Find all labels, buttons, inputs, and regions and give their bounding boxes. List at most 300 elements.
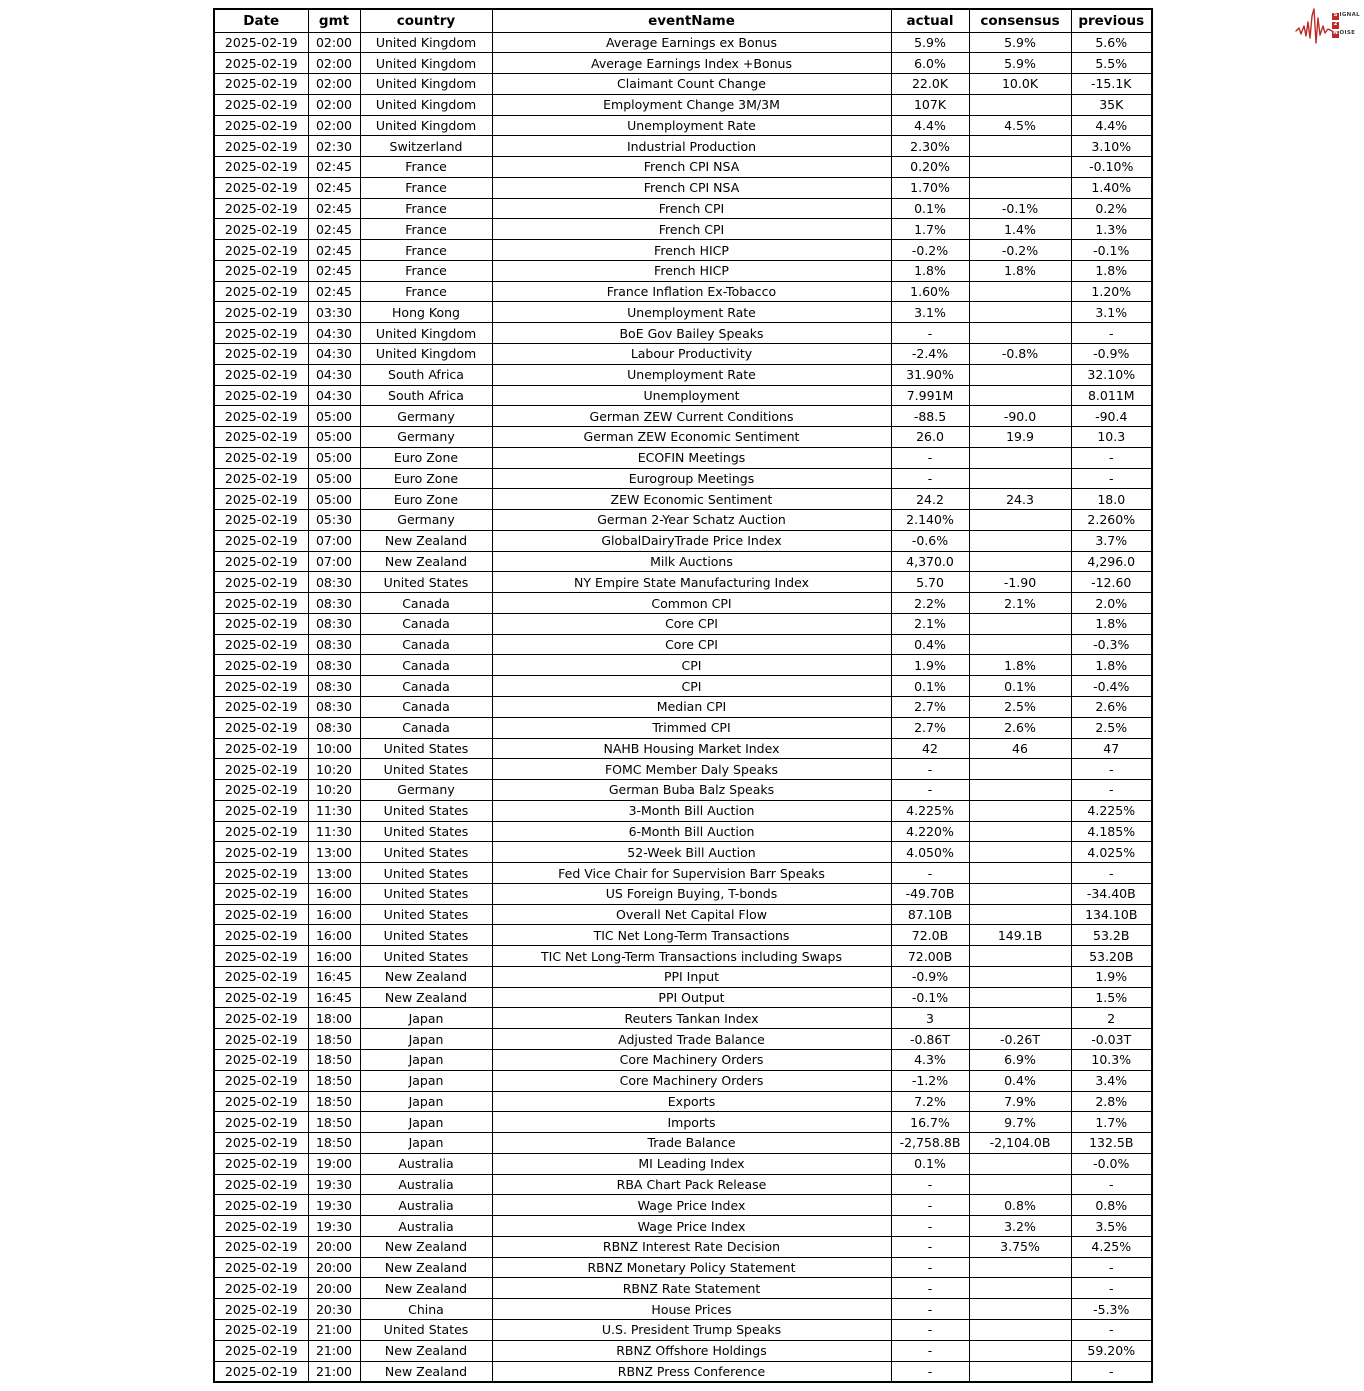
cell-consensus: -2,104.0B [969,1133,1071,1154]
table-row [214,323,1152,344]
cell-previous: -0.3% [1071,634,1152,655]
cell-date: 2025-02-19 [214,1278,308,1299]
cell-consensus [969,1153,1071,1174]
cell-consensus: 0.4% [969,1070,1071,1091]
cell-consensus: 2.6% [969,717,1071,738]
cell-date: 2025-02-19 [214,74,308,95]
table-row [214,510,1152,531]
economic-calendar-table [213,8,1153,1383]
cell-country: New Zealand [360,530,492,551]
cell-country: Japan [360,1091,492,1112]
cell-gmt: 18:50 [308,1091,360,1112]
cell-country: United States [360,883,492,904]
cell-country: Australia [360,1216,492,1237]
cell-gmt: 05:30 [308,510,360,531]
signal2noise-logo [1294,5,1362,47]
cell-date: 2025-02-19 [214,427,308,448]
cell-date: 2025-02-19 [214,343,308,364]
cell-previous: - [1071,759,1152,780]
cell-gmt: 16:45 [308,966,360,987]
cell-actual: 72.0B [891,925,969,946]
cell-actual: 2.2% [891,593,969,614]
cell-consensus [969,157,1071,178]
cell-consensus: 1.8% [969,260,1071,281]
table-row [214,1091,1152,1112]
cell-eventname: NY Empire State Manufacturing Index [492,572,891,593]
cell-eventname: Unemployment [492,385,891,406]
table-row [214,717,1152,738]
table-row [214,1361,1152,1382]
cell-date: 2025-02-19 [214,1133,308,1154]
cell-eventname: Adjusted Trade Balance [492,1029,891,1050]
cell-eventname: PPI Input [492,966,891,987]
cell-consensus [969,842,1071,863]
cell-eventname: Labour Productivity [492,343,891,364]
cell-gmt: 02:45 [308,157,360,178]
cell-country: United States [360,800,492,821]
table-row [214,738,1152,759]
cell-consensus [969,1278,1071,1299]
cell-consensus [969,987,1071,1008]
cell-consensus: -0.26T [969,1029,1071,1050]
cell-previous: - [1071,1174,1152,1195]
cell-gmt: 21:00 [308,1361,360,1382]
table-row [214,697,1152,718]
cell-consensus [969,966,1071,987]
cell-date: 2025-02-19 [214,115,308,136]
cell-country: Japan [360,1070,492,1091]
cell-country: Australia [360,1195,492,1216]
cell-eventname: Milk Auctions [492,551,891,572]
cell-actual: -0.1% [891,987,969,1008]
cell-gmt: 10:00 [308,738,360,759]
cell-gmt: 02:00 [308,94,360,115]
cell-eventname: Claimant Count Change [492,74,891,95]
cell-eventname: German ZEW Economic Sentiment [492,427,891,448]
cell-gmt: 16:00 [308,946,360,967]
cell-eventname: Overall Net Capital Flow [492,904,891,925]
cell-consensus [969,281,1071,302]
cell-date: 2025-02-19 [214,966,308,987]
cell-eventname: Exports [492,1091,891,1112]
cell-gmt: 08:30 [308,572,360,593]
cell-date: 2025-02-19 [214,1070,308,1091]
cell-consensus: 4.5% [969,115,1071,136]
cell-country: Australia [360,1153,492,1174]
cell-actual: 5.9% [891,32,969,53]
cell-country: New Zealand [360,1340,492,1361]
cell-country: France [360,281,492,302]
table-row [214,1236,1152,1257]
cell-previous: 2 [1071,1008,1152,1029]
cell-previous: 0.2% [1071,198,1152,219]
cell-eventname: Core Machinery Orders [492,1070,891,1091]
cell-previous: - [1071,1319,1152,1340]
cell-country: United States [360,738,492,759]
cell-consensus [969,510,1071,531]
cell-country: United Kingdom [360,74,492,95]
cell-country: United Kingdom [360,94,492,115]
cell-previous: 3.5% [1071,1216,1152,1237]
cell-eventname: German ZEW Current Conditions [492,406,891,427]
table-row [214,1050,1152,1071]
cell-actual: -0.9% [891,966,969,987]
cell-eventname: Unemployment Rate [492,364,891,385]
table-row [214,1133,1152,1154]
cell-actual: 3 [891,1008,969,1029]
cell-gmt: 18:50 [308,1050,360,1071]
cell-date: 2025-02-19 [214,883,308,904]
cell-eventname: 52-Week Bill Auction [492,842,891,863]
table-row [214,1299,1152,1320]
cell-actual: -49.70B [891,883,969,904]
table-row [214,177,1152,198]
cell-consensus [969,904,1071,925]
table-row [214,53,1152,74]
cell-date: 2025-02-19 [214,697,308,718]
cell-actual: 5.70 [891,572,969,593]
cell-eventname: Wage Price Index [492,1216,891,1237]
cell-consensus: -90.0 [969,406,1071,427]
cell-gmt: 16:00 [308,925,360,946]
cell-date: 2025-02-19 [214,842,308,863]
cell-date: 2025-02-19 [214,468,308,489]
cell-country: United Kingdom [360,32,492,53]
table-row [214,1319,1152,1340]
table-row [214,1070,1152,1091]
cell-eventname: RBNZ Interest Rate Decision [492,1236,891,1257]
cell-consensus [969,302,1071,323]
cell-gmt: 02:00 [308,53,360,74]
cell-eventname: TIC Net Long-Term Transactions [492,925,891,946]
cell-actual: 4.050% [891,842,969,863]
cell-date: 2025-02-19 [214,1091,308,1112]
cell-consensus: 2.1% [969,593,1071,614]
cell-previous: 1.8% [1071,260,1152,281]
table-row [214,406,1152,427]
cell-previous: 134.10B [1071,904,1152,925]
cell-date: 2025-02-19 [214,1257,308,1278]
table-row [214,94,1152,115]
column-header-gmt: gmt [308,9,360,32]
cell-previous: 1.7% [1071,1112,1152,1133]
cell-previous: - [1071,1361,1152,1382]
cell-country: Australia [360,1174,492,1195]
cell-gmt: 02:00 [308,32,360,53]
cell-gmt: 08:30 [308,655,360,676]
cell-eventname: French CPI NSA [492,177,891,198]
cell-actual: 2.7% [891,697,969,718]
cell-consensus [969,946,1071,967]
cell-consensus: 1.4% [969,219,1071,240]
cell-previous: 3.1% [1071,302,1152,323]
cell-country: Japan [360,1133,492,1154]
table-row [214,281,1152,302]
cell-consensus [969,780,1071,801]
table-row [214,198,1152,219]
table-row [214,1008,1152,1029]
cell-country: United States [360,842,492,863]
cell-eventname: Employment Change 3M/3M [492,94,891,115]
cell-actual: -0.86T [891,1029,969,1050]
cell-eventname: RBNZ Press Conference [492,1361,891,1382]
cell-previous: 1.20% [1071,281,1152,302]
cell-previous: 8.011M [1071,385,1152,406]
cell-actual: - [891,1236,969,1257]
cell-country: France [360,219,492,240]
logo-line-signal [1332,13,1360,20]
cell-eventname: German 2-Year Schatz Auction [492,510,891,531]
cell-consensus [969,1174,1071,1195]
cell-consensus [969,1361,1071,1382]
cell-date: 2025-02-19 [214,94,308,115]
cell-gmt: 13:00 [308,842,360,863]
cell-gmt: 08:30 [308,613,360,634]
cell-previous: 10.3 [1071,427,1152,448]
cell-eventname: US Foreign Buying, T-bonds [492,883,891,904]
cell-previous: 5.5% [1071,53,1152,74]
cell-date: 2025-02-19 [214,946,308,967]
table-row [214,219,1152,240]
table-row [214,946,1152,967]
cell-consensus: -0.2% [969,240,1071,261]
cell-gmt: 21:00 [308,1319,360,1340]
cell-eventname: Average Earnings ex Bonus [492,32,891,53]
cell-consensus: -0.1% [969,198,1071,219]
cell-previous: 2.260% [1071,510,1152,531]
cell-gmt: 19:30 [308,1195,360,1216]
cell-actual: - [891,863,969,884]
table-row [214,1174,1152,1195]
cell-date: 2025-02-19 [214,1340,308,1361]
cell-consensus [969,883,1071,904]
cell-eventname: France Inflation Ex-Tobacco [492,281,891,302]
cell-consensus: 2.5% [969,697,1071,718]
cell-date: 2025-02-19 [214,655,308,676]
cell-country: New Zealand [360,1257,492,1278]
cell-consensus: 46 [969,738,1071,759]
cell-consensus: 5.9% [969,32,1071,53]
cell-date: 2025-02-19 [214,1029,308,1050]
cell-eventname: Common CPI [492,593,891,614]
cell-eventname: Fed Vice Chair for Supervision Barr Speaks [492,863,891,884]
cell-eventname: 6-Month Bill Auction [492,821,891,842]
cell-previous: -90.4 [1071,406,1152,427]
cell-eventname: Industrial Production [492,136,891,157]
cell-consensus [969,177,1071,198]
cell-consensus: 1.8% [969,655,1071,676]
cell-country: United Kingdom [360,343,492,364]
cell-actual: 0.4% [891,634,969,655]
cell-country: South Africa [360,364,492,385]
cell-consensus [969,530,1071,551]
cell-gmt: 05:00 [308,447,360,468]
cell-date: 2025-02-19 [214,157,308,178]
cell-date: 2025-02-19 [214,302,308,323]
cell-eventname: Median CPI [492,697,891,718]
cell-actual: -2,758.8B [891,1133,969,1154]
column-header-country: country [360,9,492,32]
cell-date: 2025-02-19 [214,489,308,510]
cell-actual: 3.1% [891,302,969,323]
cell-actual: 16.7% [891,1112,969,1133]
cell-previous: - [1071,323,1152,344]
cell-gmt: 02:45 [308,260,360,281]
cell-country: Switzerland [360,136,492,157]
table-row [214,74,1152,95]
cell-country: United Kingdom [360,323,492,344]
cell-consensus [969,364,1071,385]
table-row [214,115,1152,136]
cell-date: 2025-02-19 [214,240,308,261]
cell-country: France [360,198,492,219]
cell-country: Canada [360,676,492,697]
table-row [214,863,1152,884]
cell-actual: - [891,1278,969,1299]
cell-date: 2025-02-19 [214,219,308,240]
table-row [214,593,1152,614]
table-row [214,904,1152,925]
cell-date: 2025-02-19 [214,821,308,842]
cell-gmt: 18:50 [308,1029,360,1050]
cell-previous: -15.1K [1071,74,1152,95]
cell-previous: 3.7% [1071,530,1152,551]
cell-date: 2025-02-19 [214,385,308,406]
table-row [214,572,1152,593]
column-header-consensus: consensus [969,9,1071,32]
cell-gmt: 11:30 [308,821,360,842]
cell-country: Japan [360,1008,492,1029]
cell-country: Germany [360,510,492,531]
cell-consensus [969,634,1071,655]
cell-country: Japan [360,1112,492,1133]
cell-date: 2025-02-19 [214,634,308,655]
cell-consensus: -1.90 [969,572,1071,593]
cell-previous: 4.185% [1071,821,1152,842]
cell-previous: 2.0% [1071,593,1152,614]
cell-country: United States [360,821,492,842]
cell-eventname: BoE Gov Bailey Speaks [492,323,891,344]
cell-actual: 87.10B [891,904,969,925]
cell-actual: - [891,447,969,468]
table-row [214,447,1152,468]
cell-country: France [360,157,492,178]
cell-actual: 2.140% [891,510,969,531]
cell-eventname: RBNZ Offshore Holdings [492,1340,891,1361]
cell-date: 2025-02-19 [214,1112,308,1133]
cell-consensus [969,613,1071,634]
cell-eventname: Unemployment Rate [492,115,891,136]
cell-country: Japan [360,1050,492,1071]
cell-actual: 26.0 [891,427,969,448]
cell-eventname: German Buba Balz Speaks [492,780,891,801]
cell-gmt: 02:00 [308,74,360,95]
cell-gmt: 16:45 [308,987,360,1008]
logo-line-2 [1332,22,1360,29]
cell-previous: -5.3% [1071,1299,1152,1320]
cell-country: United Kingdom [360,53,492,74]
cell-consensus [969,136,1071,157]
cell-actual: 0.1% [891,676,969,697]
table-row [214,136,1152,157]
cell-date: 2025-02-19 [214,676,308,697]
cell-previous: 1.8% [1071,613,1152,634]
table-row [214,987,1152,1008]
cell-date: 2025-02-19 [214,323,308,344]
cell-date: 2025-02-19 [214,177,308,198]
cell-eventname: CPI [492,676,891,697]
cell-consensus: 19.9 [969,427,1071,448]
table-row [214,1029,1152,1050]
cell-eventname: RBNZ Rate Statement [492,1278,891,1299]
cell-date: 2025-02-19 [214,136,308,157]
cell-gmt: 04:30 [308,323,360,344]
cell-actual: 7.991M [891,385,969,406]
cell-country: New Zealand [360,1278,492,1299]
cell-previous: 4.025% [1071,842,1152,863]
cell-gmt: 08:30 [308,717,360,738]
cell-date: 2025-02-19 [214,925,308,946]
cell-previous: 4,296.0 [1071,551,1152,572]
cell-gmt: 02:45 [308,281,360,302]
seismograph-waveform-icon [1294,6,1334,46]
cell-date: 2025-02-19 [214,447,308,468]
cell-actual: -2.4% [891,343,969,364]
cell-previous: 2.6% [1071,697,1152,718]
cell-date: 2025-02-19 [214,198,308,219]
cell-consensus [969,551,1071,572]
cell-gmt: 07:00 [308,530,360,551]
cell-actual: - [891,1361,969,1382]
cell-country: South Africa [360,385,492,406]
cell-gmt: 04:30 [308,364,360,385]
cell-date: 2025-02-19 [214,1236,308,1257]
cell-gmt: 05:00 [308,489,360,510]
table-row [214,842,1152,863]
cell-country: Germany [360,427,492,448]
cell-date: 2025-02-19 [214,551,308,572]
cell-country: New Zealand [360,551,492,572]
table-row [214,1112,1152,1133]
cell-gmt: 02:00 [308,115,360,136]
logo-digit-2: 2 [1333,21,1338,28]
cell-consensus: 3.75% [969,1236,1071,1257]
cell-country: Germany [360,780,492,801]
cell-gmt: 05:00 [308,468,360,489]
cell-eventname: U.S. President Trump Speaks [492,1319,891,1340]
cell-gmt: 02:45 [308,198,360,219]
column-header-date: Date [214,9,308,32]
cell-country: France [360,260,492,281]
cell-country: Canada [360,613,492,634]
cell-eventname: Eurogroup Meetings [492,468,891,489]
cell-country: Euro Zone [360,447,492,468]
cell-actual: - [891,323,969,344]
cell-actual: 4.220% [891,821,969,842]
cell-date: 2025-02-19 [214,1050,308,1071]
cell-country: Canada [360,697,492,718]
cell-actual: - [891,468,969,489]
table-row [214,1278,1152,1299]
table-row [214,385,1152,406]
cell-gmt: 05:00 [308,427,360,448]
cell-consensus [969,863,1071,884]
cell-eventname: Wage Price Index [492,1195,891,1216]
cell-previous: -0.4% [1071,676,1152,697]
cell-gmt: 02:45 [308,240,360,261]
cell-gmt: 11:30 [308,800,360,821]
cell-previous: 3.10% [1071,136,1152,157]
